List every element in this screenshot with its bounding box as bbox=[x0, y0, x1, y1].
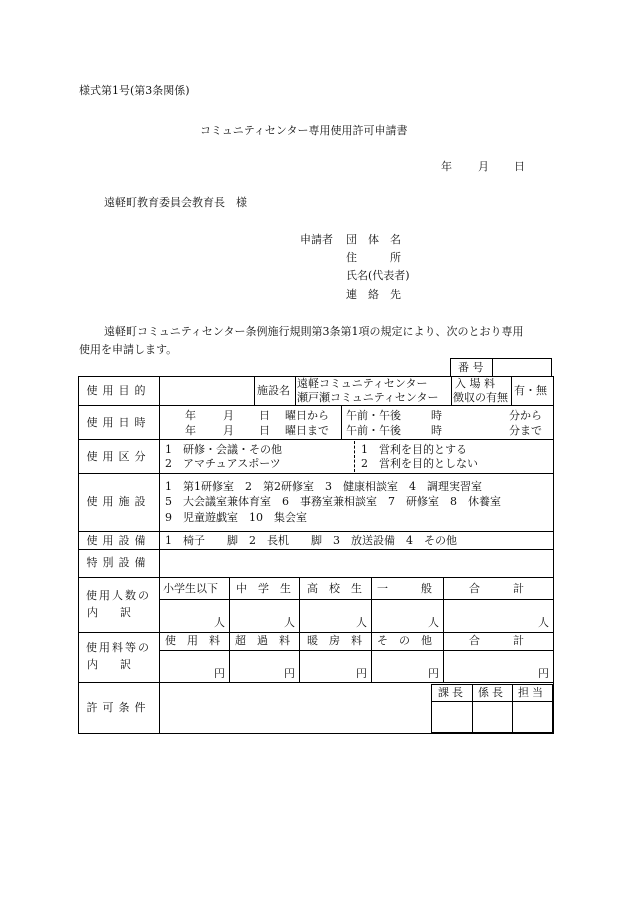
label-fees-1: 使用料等の bbox=[86, 641, 151, 654]
fee-collection-label: 徴収の有無 bbox=[453, 391, 508, 404]
end-minute: 分まで bbox=[509, 424, 542, 437]
fees-unit-total: 円 bbox=[538, 667, 549, 680]
applicant-address: 住 所 bbox=[346, 251, 401, 264]
applicant-contact: 連 絡 先 bbox=[346, 288, 401, 301]
start-year: 年 bbox=[185, 409, 196, 422]
form-number: 様式第1号(第3条関係) bbox=[79, 84, 190, 97]
end-ampm[interactable]: 午前・午後 bbox=[346, 424, 401, 437]
equipment-options[interactable]: 1 椅子 脚 2 長机 脚 3 放送設備 4 その他 bbox=[165, 534, 457, 547]
category-profit[interactable]: 1 営利を目的とする bbox=[361, 443, 467, 456]
start-weekday: 曜日から bbox=[285, 409, 329, 422]
label-datetime: 使用日時 bbox=[86, 416, 151, 429]
application-table bbox=[78, 376, 554, 734]
people-header-high-school: 高 校 生 bbox=[307, 582, 362, 595]
people-unit-elementary: 人 bbox=[214, 616, 225, 629]
fees-header-total: 合 計 bbox=[469, 634, 524, 647]
fees-unit-other: 円 bbox=[428, 667, 439, 680]
fees-unit-usage: 円 bbox=[214, 667, 225, 680]
label-category: 使用区分 bbox=[86, 450, 151, 463]
date-day: 日 bbox=[514, 160, 525, 173]
people-unit-high-school: 人 bbox=[356, 616, 367, 629]
label-people-2: 内 訳 bbox=[87, 606, 131, 619]
fees-header-usage: 使 用 料 bbox=[165, 634, 220, 647]
fees-header-excess: 超 過 料 bbox=[235, 634, 290, 647]
approval-stamp-grid bbox=[431, 684, 553, 733]
label-special-equipment: 特別設備 bbox=[86, 556, 151, 569]
facility-label: 施設名 bbox=[257, 384, 290, 397]
rooms-line-3[interactable]: 9 児童遊戯室 10 集会室 bbox=[165, 511, 307, 524]
fee-yes-no[interactable]: 有・無 bbox=[514, 384, 547, 397]
stamp-subsection-chief: 係長 bbox=[478, 686, 506, 699]
label-purpose: 使用目的 bbox=[86, 384, 151, 397]
category-nonprofit[interactable]: 2 営利を目的としない bbox=[361, 457, 478, 470]
body-text-line2: 使用を申請します。 bbox=[79, 343, 178, 356]
applicant-org-name: 団 体 名 bbox=[346, 233, 401, 246]
people-header-general: 一 般 bbox=[377, 582, 432, 595]
body-text-line1: 遠軽町コミュニティセンター条例施行規則第3条第1項の規定により、次のとおり専用 bbox=[104, 325, 524, 338]
start-month: 月 bbox=[223, 409, 234, 422]
end-day: 日 bbox=[259, 424, 270, 437]
end-weekday: 曜日まで bbox=[285, 424, 329, 437]
people-header-elementary: 小学生以下 bbox=[163, 582, 218, 595]
applicant-representative: 氏名(代表者) bbox=[346, 269, 410, 282]
label-fees-2: 内 訳 bbox=[87, 658, 131, 671]
category-sports[interactable]: 2 アマチュアスポーツ bbox=[165, 457, 281, 470]
stamp-section-chief: 課長 bbox=[438, 686, 466, 699]
people-unit-general: 人 bbox=[428, 616, 439, 629]
number-label: 番 号 bbox=[458, 361, 484, 374]
fees-header-heating: 暖 房 料 bbox=[307, 634, 362, 647]
form-title: コミュニティセンター専用使用許可申請書 bbox=[200, 124, 408, 137]
stamp-staff: 担当 bbox=[518, 686, 546, 699]
end-month: 月 bbox=[223, 424, 234, 437]
facility-option-setose: 瀬戸瀬コミュニティセンター bbox=[297, 391, 439, 404]
date-year: 年 bbox=[441, 160, 452, 173]
people-header-total: 合 計 bbox=[469, 582, 524, 595]
people-header-junior-high: 中 学 生 bbox=[236, 582, 291, 595]
addressee: 遠軽町教育委員会教育長 様 bbox=[104, 196, 247, 209]
fees-header-other: そ の 他 bbox=[377, 634, 432, 647]
fees-unit-heating: 円 bbox=[356, 667, 367, 680]
start-minute: 分から bbox=[509, 409, 542, 422]
entry-fee-label: 入 場 料 bbox=[455, 377, 495, 390]
number-box bbox=[450, 358, 552, 377]
start-hour: 時 bbox=[431, 409, 442, 422]
label-permit-conditions: 許可条件 bbox=[86, 701, 151, 714]
category-divider bbox=[354, 441, 355, 472]
date-month: 月 bbox=[478, 160, 489, 173]
rooms-line-2[interactable]: 5 大会議室兼体育室 6 事務室兼相談室 7 研修室 8 休養室 bbox=[165, 495, 501, 508]
label-people-1: 使用人数の bbox=[86, 589, 151, 602]
end-hour: 時 bbox=[431, 424, 442, 437]
people-unit-junior-high: 人 bbox=[284, 616, 295, 629]
label-equipment: 使用設備 bbox=[86, 534, 151, 547]
applicant-label: 申請者 bbox=[300, 233, 333, 246]
people-unit-total: 人 bbox=[538, 616, 549, 629]
start-ampm[interactable]: 午前・午後 bbox=[346, 409, 401, 422]
rooms-line-1[interactable]: 1 第1研修室 2 第2研修室 3 健康相談室 4 調理実習室 bbox=[165, 480, 482, 493]
fees-unit-excess: 円 bbox=[284, 667, 295, 680]
facility-option-engaru: 遠軽コミュニティセンター bbox=[297, 377, 428, 390]
end-year: 年 bbox=[185, 424, 196, 437]
start-day: 日 bbox=[259, 409, 270, 422]
category-meeting[interactable]: 1 研修・会議・その他 bbox=[165, 443, 282, 456]
label-rooms: 使用施設 bbox=[86, 495, 151, 508]
